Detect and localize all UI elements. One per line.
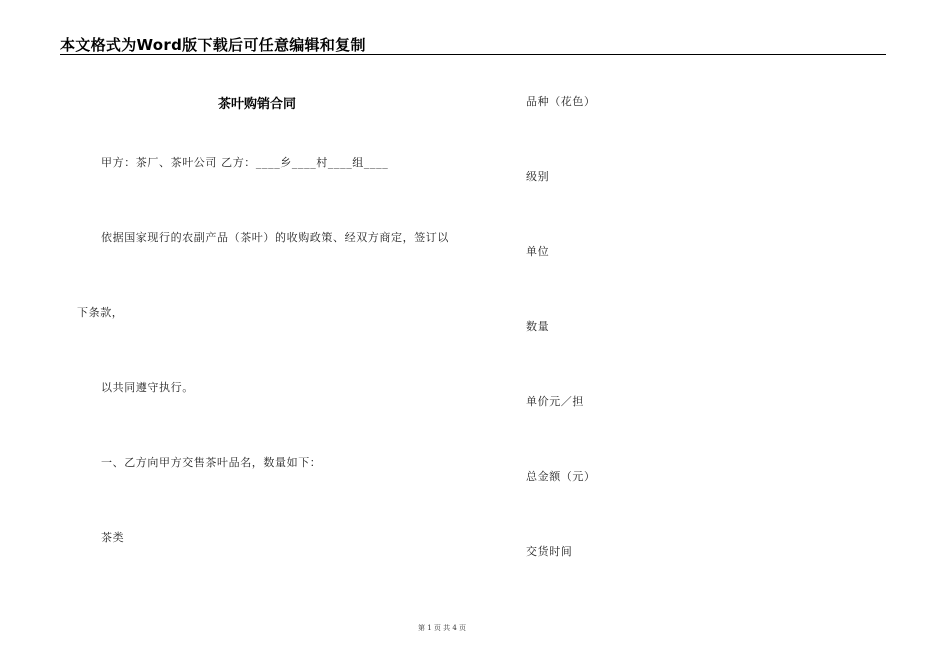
field-unit-price: 单价元／担	[526, 395, 584, 408]
field-unit: 单位	[526, 245, 550, 258]
page-number-footer: 第 1 页 共 4 页	[417, 624, 467, 632]
field-delivery-time: 交货时间	[526, 545, 573, 558]
clause-one: 一、乙方向甲方交售茶叶品名，数量如下：	[101, 456, 322, 469]
tea-category-label: 茶类	[101, 531, 125, 544]
field-variety: 品种（花色）	[526, 95, 596, 108]
header-banner: 本文格式为Word版下载后可任意编辑和复制	[60, 36, 366, 54]
field-total-amount: 总金额（元）	[526, 470, 596, 483]
paragraph-compliance: 以共同遵守执行。	[101, 381, 194, 394]
party-line: 甲方：茶厂、茶叶公司 乙方：____乡____村____组____	[101, 156, 389, 169]
document-title: 茶叶购销合同	[218, 97, 297, 112]
paragraph-basis-continued: 下条款，	[77, 306, 124, 319]
field-quantity: 数量	[526, 320, 550, 333]
header-divider	[60, 54, 886, 55]
paragraph-basis: 依据国家现行的农副产品（茶叶）的收购政策、经双方商定，签订以	[101, 231, 449, 244]
field-grade: 级别	[526, 170, 550, 183]
